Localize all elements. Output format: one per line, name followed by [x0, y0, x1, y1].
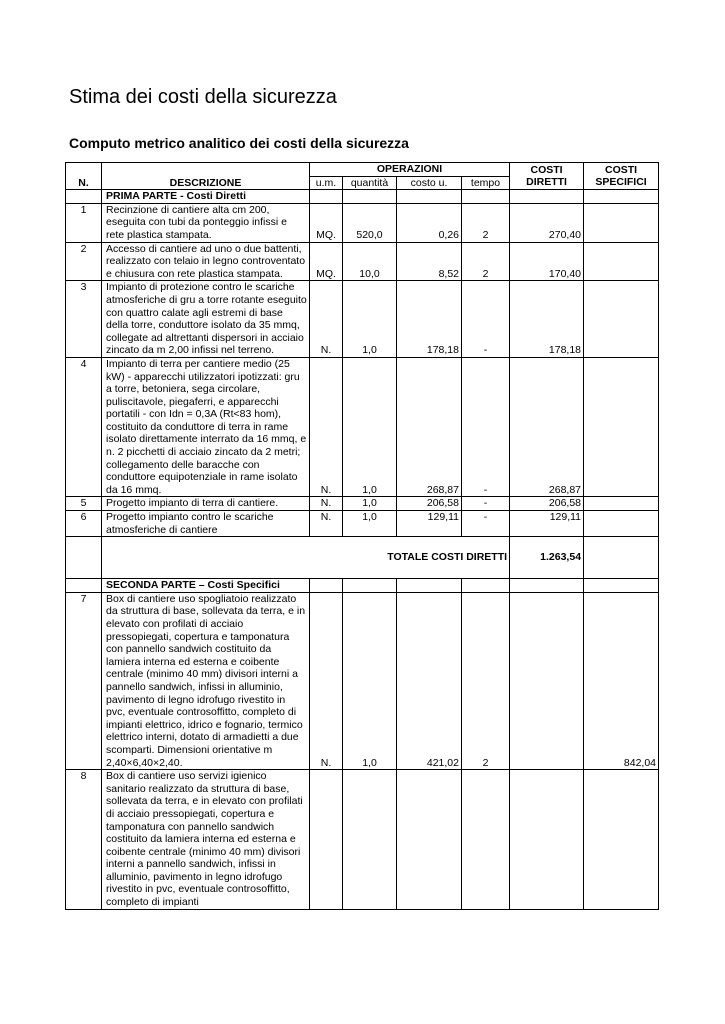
header-costi-specifici: COSTI SPECIFICI: [584, 163, 659, 190]
total-value: 1.263,54: [510, 537, 584, 579]
table-row: 1 Recinzione di cantiere alta cm 200, eseguita con tubi da ponteggio infissi e rete plastica stampata. MQ. 520,0 0,26 2 270,40: [66, 203, 659, 242]
header-costo-u: costo u.: [397, 176, 462, 190]
table-row: 7 Box di cantiere uso spogliatoio realizzato da struttura di base, sollevata da terra, e in elevato con profilati di acciaio pressopiegati, copertura e tamponatura con pannello sandwich costituito da lamiera interna ed esterna e coibente centrale (minimo 40 mm) divisori interni a pannello sandwich, infissi in alluminio, pavimento di legno idrofugo rivestito in pvc, eventuale controsoffitto, completo di impianti elettrico, idrico e fognario, termico elettrico interni, dotato di armadietti a due scomparti. Dimensioni orientative m 2,40×6,40×2,40. N. 1,0 421,02 2 842,04: [66, 592, 659, 769]
section-row-part2: [66, 579, 659, 593]
part1-label: PRIMA PARTE - Costi Diretti: [102, 190, 310, 204]
section-subtitle: Computo metrico analitico dei costi della sicurezza: [69, 135, 409, 151]
header-um: u.m.: [310, 176, 343, 190]
header-descrizione: DESCRIZIONE: [102, 163, 310, 190]
total-label: TOTALE COSTI DIRETTI: [102, 537, 510, 579]
table-row: 8 Box di cantiere uso servizi igienico sanitario realizzato da struttura di base, sollevata da terra, e in elevato con profilati di acciaio pressopiegati, copertura e tamponatura con pannello sandwich costituito da lamiera interna ed esterna e coibente centrale (minimo 40 mm) divisori interni a pannello sandwich, infissi in alluminio, pavimento in legno idrofugo rivestito in pvc, eventuale controsoffitto, completo di impianti: [66, 770, 659, 910]
header-tempo: tempo: [462, 176, 510, 190]
table-row: 6 Progetto impianto contro le scariche atmosferiche di cantiere N. 1,0 129,11 - 129,11: [66, 511, 659, 537]
total-row: [66, 537, 659, 579]
section-row-part1: [66, 190, 659, 204]
table-row: 3 Impianto di protezione contro le scariche atmosferiche di gru a torre rotante eseguito con quattro calate agli estremi di base della torre, conduttore isolato da 35 mmq, collegate ad altrettanti dispersori in acciaio zincato da m 2,00 infissi nel terreno. N. 1,0 178,18 - 178,18: [66, 281, 659, 358]
cost-table: [65, 162, 659, 910]
table-row: 2 Accesso di cantiere ad uno o due battenti, realizzato con telaio in legno controventato e chiusura con rete plastica stampata. MQ. 10,0 8,52 2 170,40: [66, 242, 659, 281]
page-title: Stima dei costi della sicurezza: [69, 86, 337, 108]
table-row: 5 Progetto impianto di terra di cantiere. N. 1,0 206,58 - 206,58: [66, 497, 659, 511]
header-quantita: quantità: [343, 176, 397, 190]
part2-label: SECONDA PARTE – Costi Specifici: [102, 579, 310, 593]
table-row: 4 Impianto di terra per cantiere medio (25 kW) - apparecchi utilizzatori ipotizzati: gru a torre, betoniera, sega circolare, puliscitavole, piegaferri, e apparecchi portatili - con Idn = 0,3A (Rt<83 hom), costituito da conduttore di terra in rame isolato direttamente interrato da 16 mmq, e n. 2 picchetti di acciaio zincato da 2 metri; collegamento delle baracche con conduttore equipotenziale in rame isolato da 16 mmq. N. 1,0 268,87 - 268,87: [66, 357, 659, 497]
header-costi-diretti: COSTI DIRETTI: [510, 163, 584, 190]
header-operazioni: OPERAZIONI: [310, 163, 510, 177]
header-n: N.: [66, 163, 102, 190]
